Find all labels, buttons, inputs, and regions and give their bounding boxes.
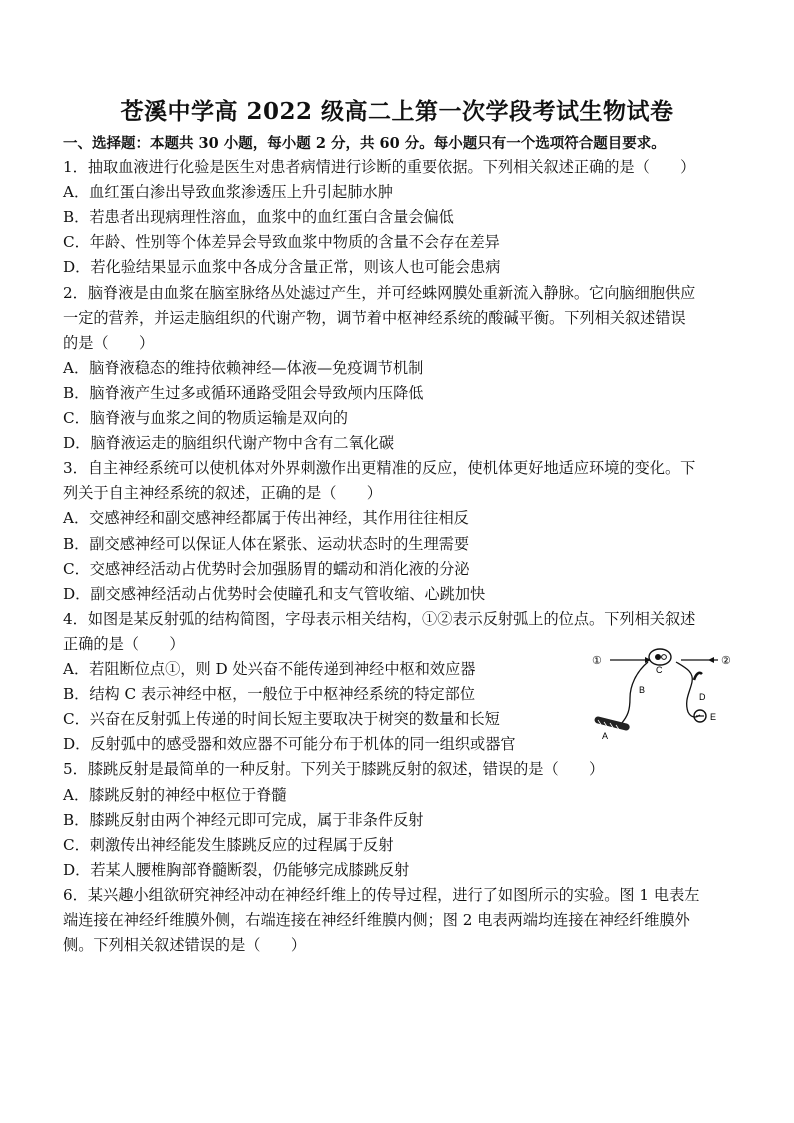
label-d: D (699, 692, 706, 702)
text-line: D．副交感神经活动占优势时会使瞳孔和支气管收缩、心跳加快 (63, 584, 486, 603)
synapse-ring (662, 655, 667, 660)
text-line: C．年龄、性别等个体差异会导致血浆中物质的含量不会存在差异 (63, 233, 500, 252)
fiber-d-thick (694, 673, 702, 680)
text-line: C．刺激传出神经能发生膝跳反应的过程属于反射 (63, 835, 394, 854)
text-line: A．脑脊液稳态的维持依赖神经—体液—免疫调节机制 (63, 358, 424, 377)
text-line: B．副交感神经可以保证人体在紧张、运动状态时的生理需要 (63, 534, 470, 553)
label-e: E (710, 712, 717, 722)
text-line: A．若阻断位点①，则 D 处兴奋不能传递到神经中枢和效应器 (63, 660, 476, 678)
arrow-right-icon (708, 657, 714, 663)
text-line: 端连接在神经纤维膜外侧，右端连接在神经纤维膜内侧；图 2 电表两端均连接在神经纤维膜外 (63, 911, 690, 929)
text-line: A．血红蛋白渗出导致血浆渗透压上升引起肺水肿 (63, 183, 393, 202)
text-line: D．反射弧中的感受器和效应器不可能分布于机体的同一组织或器官 (63, 735, 516, 754)
text-line: 正确的是（ ） (63, 634, 185, 653)
text-line: C．交感神经活动占优势时会加强肠胃的蠕动和消化液的分泌 (63, 559, 470, 578)
text-line: 1．抽取血液进行化验是医生对患者病情进行诊断的重要依据。下列相关叙述正确的是（ ） (63, 158, 696, 176)
text-line: 6．某兴趣小组欲研究神经冲动在神经纤维上的传导过程，进行了如图所示的实验。图 1 电表左 (63, 885, 700, 904)
label-point-2: ② (721, 655, 731, 667)
reflex-arc-figure (588, 640, 748, 740)
text-line: 4．如图是某反射弧的结构简图，字母表示相关结构，①②表示反射弧上的位点。下列相关叙述 (63, 609, 696, 628)
text-line: C．脑脊液与血浆之间的物质运输是双向的 (63, 409, 348, 427)
fiber-d (676, 662, 700, 717)
text-line: 侧。下列相关叙述错误的是（ ） (63, 936, 306, 955)
label-b: B (639, 685, 646, 695)
label-c: C (656, 665, 663, 675)
label-point-1: ① (592, 655, 602, 667)
text-line: A．交感神经和副交感神经都属于传出神经，其作用往往相反 (63, 509, 469, 528)
text-line: 列关于自主神经系统的叙述，正确的是（ ） (63, 484, 382, 503)
section-header: 一、选择题：本题共 30 小题，每小题 2 分，共 60 分。每小题只有一个选项符合题目要求。 (63, 135, 666, 152)
text-line: A．膝跳反射的神经中枢位于脊髓 (63, 785, 287, 804)
text-line: 一定的营养，并运走脑组织的代谢产物，调节着中枢神经系统的酸碱平衡。下列相关叙述错误 (63, 308, 686, 327)
text-line: B．脑脊液产生过多或循环通路受阻会导致颅内压降低 (63, 383, 424, 402)
text-line: D．若化验结果显示血浆中各成分含量正常，则该人也可能会患病 (63, 258, 501, 277)
label-a: A (602, 731, 609, 740)
text-line: 3．自主神经系统可以使机体对外界刺激作出更精准的反应，使机体更好地适应环境的变化。下 (63, 459, 696, 478)
text-line: B．若患者出现病理性溶血，血浆中的血红蛋白含量会偏低 (63, 208, 454, 227)
text-line: B．结构 C 表示神经中枢，一般位于中枢神经系统的特定部位 (63, 685, 476, 704)
text-line: B．膝跳反射由两个神经元即可完成，属于非条件反射 (63, 810, 424, 829)
text-line: C．兴奋在反射弧上传递的时间长短主要取决于树突的数量和长短 (63, 710, 500, 729)
text-line: D．脑脊液运走的脑组织代谢产物中含有二氧化碳 (63, 434, 395, 453)
text-line: 2．脑脊液是由血浆在脑室脉络丛处滤过产生，并可经蛛网膜处重新流入静脉。它向脑细胞供应 (63, 283, 696, 302)
text-line: 的是（ ） (63, 333, 155, 352)
synapse-dot (655, 654, 661, 660)
text-line: 5．膝跳反射是最简单的一种反射。下列关于膝跳反射的叙述，错误的是（ ） (63, 760, 605, 779)
text-line: D．若某人腰椎胸部脊髓断裂，仍能够完成膝跳反射 (63, 860, 410, 879)
exam-title: 苍溪中学高 2022 级高二上第一次学段考试生物试卷 (120, 98, 674, 125)
